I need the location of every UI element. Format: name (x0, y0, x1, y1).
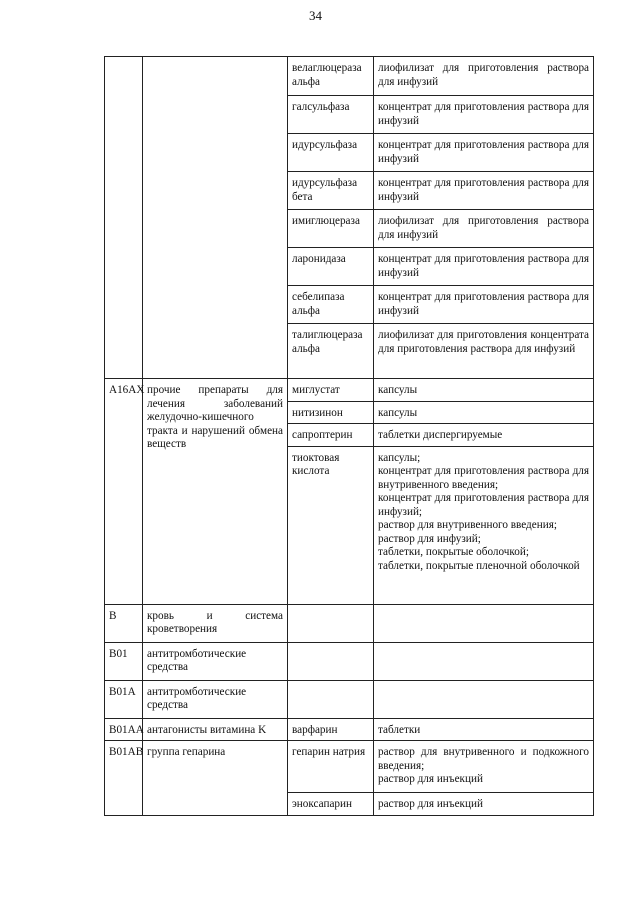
table-row (105, 642, 594, 680)
table-row (105, 379, 594, 402)
table-row (105, 741, 594, 793)
dosage-form-cell: концентрат для приготовления раствора для инфузий (374, 96, 594, 134)
table-row (105, 718, 594, 741)
table-row (105, 604, 594, 642)
inn-cell: тиоктовая кислота (288, 446, 374, 604)
inn-cell: миглустат (288, 379, 374, 402)
dosage-form-cell: таблетки (374, 718, 594, 741)
atc-code-cell: A16AX (105, 379, 143, 605)
group-cell: прочие препараты для лечения заболеваний желудочно-кишечного тракта и нарушений обмена веществ (143, 379, 288, 605)
inn-cell: нитизинон (288, 401, 374, 424)
dosage-form-cell (374, 642, 594, 680)
group-cell: антитромботические средства (143, 642, 288, 680)
atc-code-cell: B01A (105, 680, 143, 718)
group-cell: антагонисты витамина K (143, 718, 288, 741)
dosage-form-cell (374, 604, 594, 642)
atc-code-cell (105, 57, 143, 379)
atc-code-cell: B (105, 604, 143, 642)
inn-cell: варфарин (288, 718, 374, 741)
dosage-form-cell: капсулы (374, 379, 594, 402)
dosage-form-cell: концентрат для приготовления раствора для инфузий (374, 248, 594, 286)
group-cell: кровь и система кроветворения (143, 604, 288, 642)
inn-cell: идурсульфаза (288, 134, 374, 172)
inn-cell: ларонидаза (288, 248, 374, 286)
drug-table (104, 56, 594, 816)
dosage-form-cell: капсулы (374, 401, 594, 424)
dosage-form-cell: лиофилизат для приготовления раствора для инфузий (374, 57, 594, 96)
inn-cell: идурсульфаза бета (288, 172, 374, 210)
dosage-form-cell: таблетки диспергируемые (374, 424, 594, 447)
dosage-form-cell: раствор для инъекций (374, 793, 594, 816)
inn-cell: эноксапарин (288, 793, 374, 816)
group-cell: антитромботические средства (143, 680, 288, 718)
page-number: 34 (309, 8, 322, 23)
dosage-form-cell: лиофилизат для приготовления раствора для инфузий (374, 210, 594, 248)
dosage-form-cell: концентрат для приготовления раствора для инфузий (374, 172, 594, 210)
inn-cell: велаглюцераза альфа (288, 57, 374, 96)
inn-cell: гепарин натрия (288, 741, 374, 793)
inn-cell (288, 642, 374, 680)
inn-cell: сапроптерин (288, 424, 374, 447)
dosage-form-cell: капсулы; концентрат для приготовления раствора для внутривенного введения; концентрат для приготовления раствора для инфузий; раствор для внутривенного введения; раствор для инфузий; таблетки, покрытые оболочкой; таблетки, покрытые пленочной оболочкой (374, 446, 594, 604)
inn-cell: талиглюцераза альфа (288, 324, 374, 379)
atc-code-cell: B01AA (105, 718, 143, 741)
inn-cell (288, 604, 374, 642)
dosage-form-cell: лиофилизат для приготовления концентрата для приготовления раствора для инфузий (374, 324, 594, 379)
table-row (105, 57, 594, 96)
dosage-form-cell (374, 680, 594, 718)
inn-cell: галсульфаза (288, 96, 374, 134)
inn-cell: имиглюцераза (288, 210, 374, 248)
dosage-form-cell: концентрат для приготовления раствора для инфузий (374, 134, 594, 172)
atc-code-cell: B01AB (105, 741, 143, 816)
group-cell: группа гепарина (143, 741, 288, 816)
dosage-form-cell: концентрат для приготовления раствора для инфузий (374, 286, 594, 324)
dosage-form-cell: раствор для внутривенного и подкожного введения; раствор для инъекций (374, 741, 594, 793)
inn-cell (288, 680, 374, 718)
atc-code-cell: B01 (105, 642, 143, 680)
group-cell (143, 57, 288, 379)
inn-cell: себелипаза альфа (288, 286, 374, 324)
table-row (105, 680, 594, 718)
